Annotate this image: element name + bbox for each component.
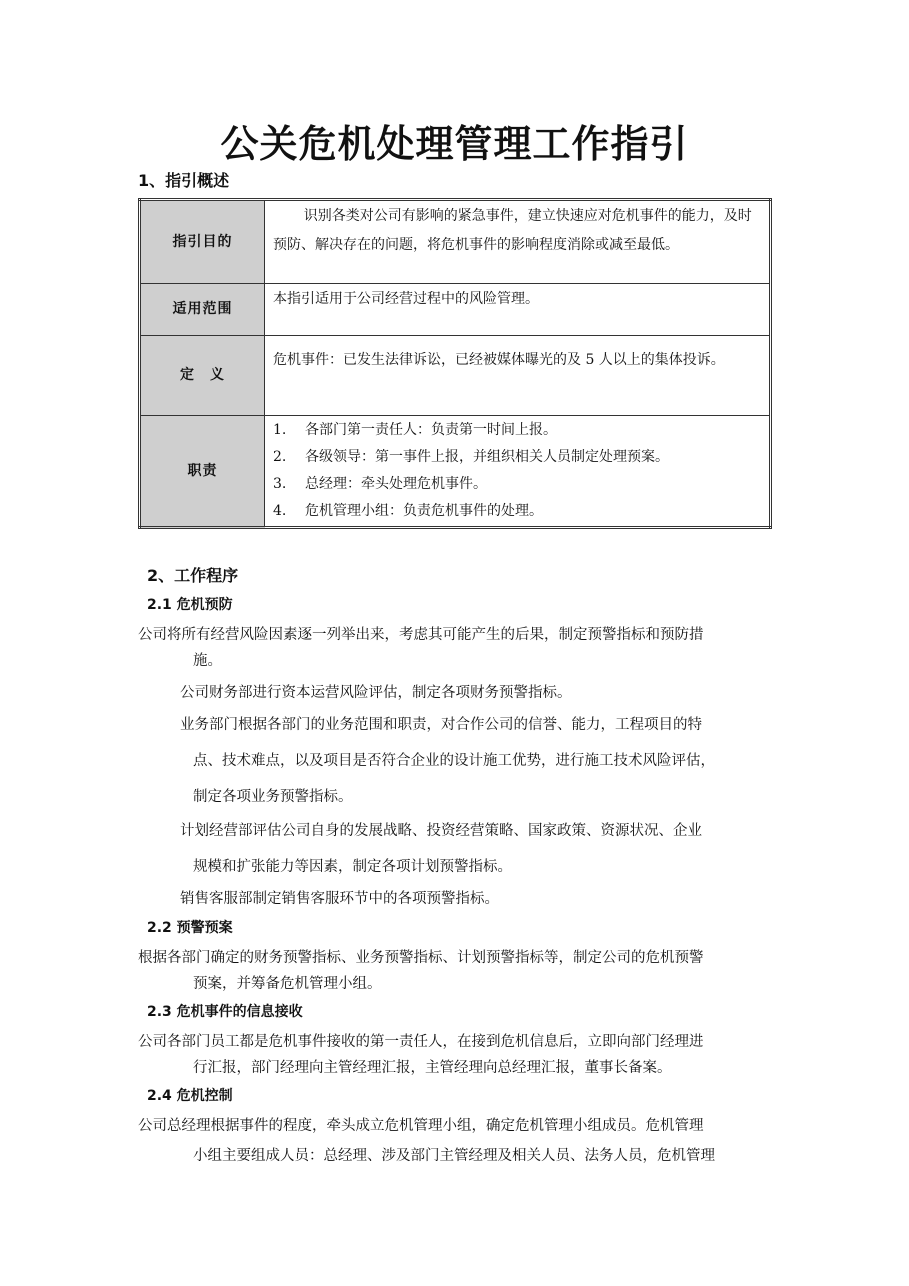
- list-number: 4.: [273, 503, 287, 519]
- paragraph-line: 根据各部门确定的财务预警指标、业务预警指标、计划预警指标等，制定公司的危机预警: [138, 950, 704, 966]
- paragraph-planning: [180, 813, 780, 885]
- row-value-responsibility: [265, 416, 771, 528]
- paragraph-line: 公司将所有经营风险因素逐一列举出来，考虑其可能产生的后果，制定预警指标和预防措: [138, 627, 704, 643]
- paragraph-line: 小组主要组成人员：总经理、涉及部门主管经理及相关人员、法务人员，危机管理: [193, 1148, 715, 1164]
- list-text: 总经理：牵头处理危机事件。: [305, 476, 487, 492]
- paragraph-line: 公司各部门员工都是危机事件接收的第一责任人，在接到危机信息后，立即向部门经理进: [138, 1034, 704, 1050]
- row-value-scope: 本指引适用于公司经营过程中的风险管理。: [265, 284, 771, 336]
- page-title: 公关危机处理管理工作指引: [220, 122, 689, 166]
- paragraph-line: 点、技术难点，以及项目是否符合企业的设计施工优势，进行施工技术风险评估，: [193, 753, 715, 769]
- subsection-heading-warning-plan: 2.2 预警预案: [147, 920, 233, 936]
- row-label-responsibility: 职责: [140, 416, 265, 528]
- paragraph-line: 制定各项业务预警指标。: [193, 789, 353, 805]
- paragraph-business: [180, 707, 780, 815]
- list-text: 各部门第一责任人：负责第一时间上报。: [305, 422, 557, 438]
- row-label-definition: 定 义: [140, 336, 265, 416]
- paragraph-line: 销售客服部制定销售客服环节中的各项预警指标。: [180, 891, 499, 907]
- list-item: [273, 417, 763, 444]
- list-number: 2.: [273, 449, 287, 465]
- paragraph-warning-plan: [138, 945, 778, 997]
- paragraph-sales: [180, 886, 780, 912]
- paragraph-line: 业务部门根据各部门的业务范围和职责，对合作公司的信誉、能力，工程项目的特: [180, 717, 702, 733]
- table-row: [140, 336, 771, 416]
- paragraph-crisis-control: [138, 1113, 778, 1169]
- row-value-purpose: 识别各类对公司有影响的紧急事件，建立快速应对危机事件的能力，及时预防、解决存在的问题，将危机事件的影响程度消除或减至最低。: [265, 200, 771, 284]
- paragraph-prevention-intro: [138, 622, 778, 674]
- row-label-purpose: 指引目的: [140, 200, 265, 284]
- paragraph-line: 公司财务部进行资本运营风险评估，制定各项财务预警指标。: [180, 685, 572, 701]
- subsection-heading-info-receipt: 2.3 危机事件的信息接收: [147, 1004, 303, 1020]
- paragraph-info-receipt: [138, 1029, 778, 1081]
- list-number: 3.: [273, 476, 287, 492]
- subsection-heading-prevention: 2.1 危机预防: [147, 597, 233, 613]
- paragraph-line: 施。: [193, 653, 222, 669]
- row-value-definition: 危机事件：已发生法律诉讼，已经被媒体曝光的及 5 人以上的集体投诉。: [265, 336, 771, 416]
- paragraph-line: 预案，并筹备危机管理小组。: [193, 976, 382, 992]
- list-text: 各级领导：第一事件上报，并组织相关人员制定处理预案。: [305, 449, 669, 465]
- subsection-heading-crisis-control: 2.4 危机控制: [147, 1088, 233, 1104]
- list-item: [273, 444, 763, 471]
- table-row: [140, 416, 771, 528]
- paragraph-line: 计划经营部评估公司自身的发展战略、投资经营策略、国家政策、资源状况、企业: [180, 823, 702, 839]
- list-text: 危机管理小组：负责危机事件的处理。: [305, 503, 543, 519]
- row-label-scope: 适用范围: [140, 284, 265, 336]
- section-heading-procedure: 2、工作程序: [147, 566, 239, 585]
- paragraph-line: 规模和扩张能力等因素，制定各项计划预警指标。: [193, 859, 512, 875]
- overview-table: [138, 198, 772, 529]
- list-item: [273, 498, 763, 525]
- paragraph-line: 行汇报，部门经理向主管经理汇报，主管经理向总经理汇报，董事长备案。: [193, 1060, 672, 1076]
- table-row: [140, 200, 771, 284]
- list-number: 1.: [273, 422, 287, 438]
- paragraph-line: 公司总经理根据事件的程度，牵头成立危机管理小组，确定危机管理小组成员。危机管理: [138, 1118, 704, 1134]
- section-heading-overview: 1、指引概述: [138, 171, 230, 190]
- table-row: [140, 284, 771, 336]
- list-item: [273, 471, 763, 498]
- paragraph-finance: [180, 680, 780, 706]
